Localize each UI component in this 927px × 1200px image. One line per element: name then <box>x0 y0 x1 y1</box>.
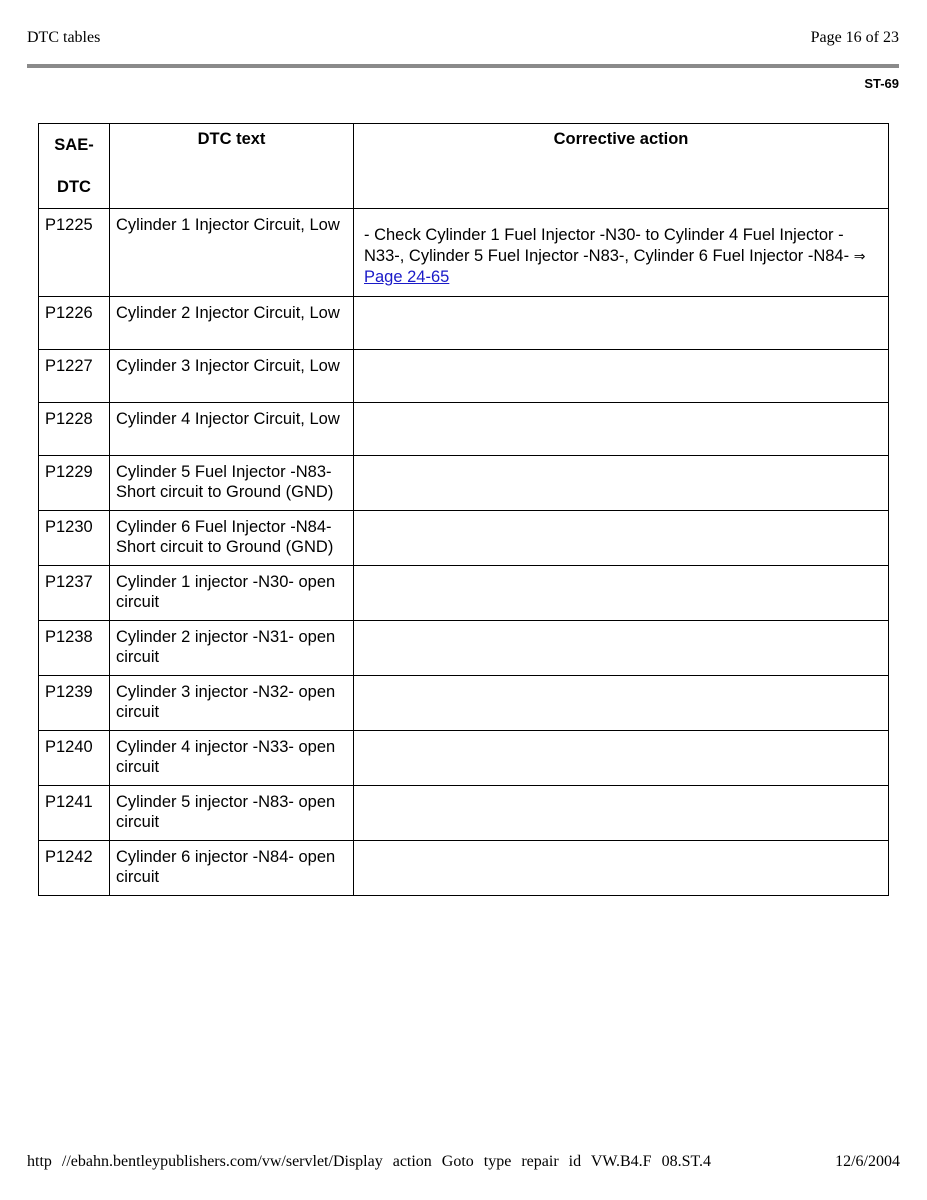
corrective-action-cell <box>354 675 889 730</box>
dtc-text-cell: Cylinder 6 injector -N84- open circuit <box>110 840 354 895</box>
dtc-code-cell: P1226 <box>39 296 110 349</box>
table-row <box>39 510 889 565</box>
dtc-text-cell: Cylinder 2 Injector Circuit, Low <box>110 296 354 349</box>
corrective-action-cell <box>354 785 889 840</box>
dtc-text-cell: Cylinder 5 Fuel Injector -N83- Short circuit to Ground (GND) <box>110 455 354 510</box>
table-row <box>39 565 889 620</box>
dtc-text-cell: Cylinder 6 Fuel Injector -N84- Short circuit to Ground (GND) <box>110 510 354 565</box>
dtc-code-cell: P1238 <box>39 620 110 675</box>
dtc-code-cell: P1240 <box>39 730 110 785</box>
table-row <box>39 349 889 402</box>
dtc-code-cell: P1228 <box>39 402 110 455</box>
table-row <box>39 455 889 510</box>
page-reference-link[interactable]: Page 24-65 <box>364 268 450 286</box>
dtc-text-cell: Cylinder 2 injector -N31- open circuit <box>110 620 354 675</box>
column-header-code-line2: DTC <box>57 178 91 196</box>
corrective-action-cell <box>354 349 889 402</box>
table-row <box>39 785 889 840</box>
column-header-action: Corrective action <box>354 124 889 209</box>
dtc-code-cell: P1242 <box>39 840 110 895</box>
column-header-code <box>39 124 110 209</box>
document-title: DTC tables <box>27 29 101 46</box>
corrective-action-cell <box>354 209 889 297</box>
dtc-text-cell: Cylinder 5 injector -N83- open circuit <box>110 785 354 840</box>
corrective-action-cell <box>354 620 889 675</box>
table-row <box>39 730 889 785</box>
dtc-code-cell: P1230 <box>39 510 110 565</box>
corrective-action-cell <box>354 510 889 565</box>
corrective-action-cell <box>354 565 889 620</box>
corrective-action-text: - Check Cylinder 1 Fuel Injector -N30- to Cylinder 4 Fuel Injector -N33-, Cylinder 5 Fuel Injector -N83-, Cylinder 6 Fuel Injector -N84- <box>364 226 850 265</box>
table-row <box>39 840 889 895</box>
dtc-text-cell: Cylinder 1 Injector Circuit, Low <box>110 209 354 297</box>
dtc-text-cell: Cylinder 4 injector -N33- open circuit <box>110 730 354 785</box>
dtc-table <box>38 123 889 896</box>
dtc-code-cell: P1239 <box>39 675 110 730</box>
table-row <box>39 209 889 297</box>
dtc-text-cell: Cylinder 4 Injector Circuit, Low <box>110 402 354 455</box>
page-indicator: Page 16 of 23 <box>810 29 899 46</box>
corrective-action-cell <box>354 402 889 455</box>
dtc-code-cell: P1237 <box>39 565 110 620</box>
table-row <box>39 620 889 675</box>
corrective-action-cell <box>354 730 889 785</box>
dtc-text-cell: Cylinder 3 injector -N32- open circuit <box>110 675 354 730</box>
dtc-code-cell: P1227 <box>39 349 110 402</box>
arrow-right-icon: ⇒ <box>853 248 866 265</box>
page-footer <box>27 1153 900 1171</box>
table-row <box>39 402 889 455</box>
dtc-text-cell: Cylinder 3 Injector Circuit, Low <box>110 349 354 402</box>
dtc-code-cell: P1225 <box>39 209 110 297</box>
corrective-action-cell <box>354 840 889 895</box>
footer-url: http //ebahn.bentleypublishers.com/vw/servlet/Display action Goto type repair id VW.B4.F 08.ST.4 <box>27 1153 712 1170</box>
footer-date: 12/6/2004 <box>835 1153 900 1170</box>
table-header-row <box>39 124 889 209</box>
table-row <box>39 296 889 349</box>
column-header-text: DTC text <box>110 124 354 209</box>
corrective-action-cell <box>354 455 889 510</box>
header-divider <box>27 64 899 68</box>
corrective-action-cell <box>354 296 889 349</box>
dtc-text-cell: Cylinder 1 injector -N30- open circuit <box>110 565 354 620</box>
dtc-code-cell: P1241 <box>39 785 110 840</box>
section-code: ST-69 <box>864 76 899 91</box>
dtc-code-cell: P1229 <box>39 455 110 510</box>
column-header-code-line1: SAE- <box>54 136 94 154</box>
table-row <box>39 675 889 730</box>
